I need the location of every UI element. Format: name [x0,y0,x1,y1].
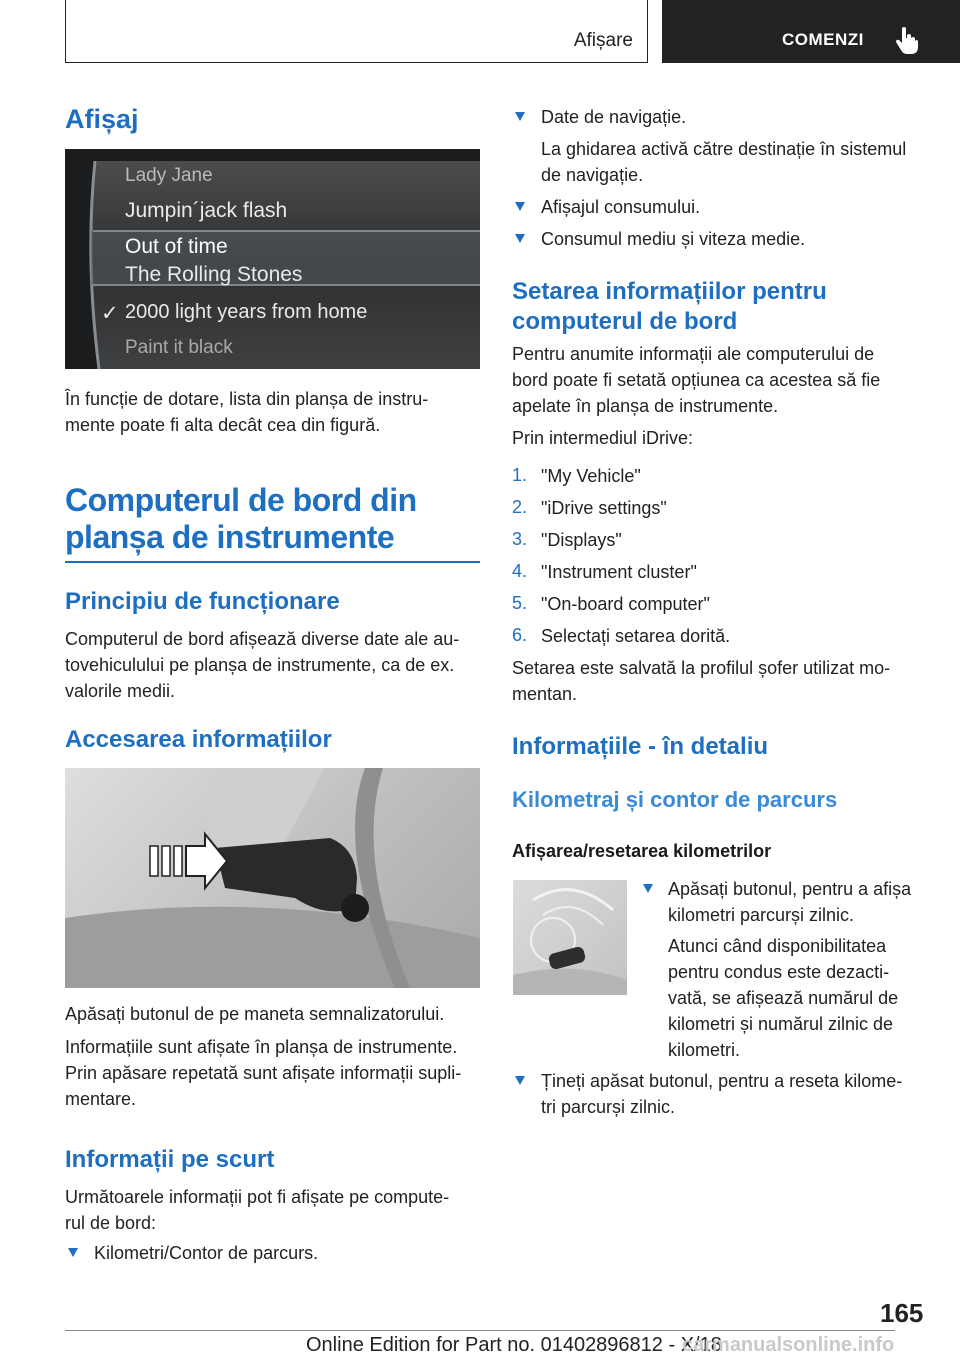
saved-text-line-2: mentan. [512,684,578,704]
reset-item-1-line-1: Apăsați butonul, pentru a afișa [668,879,912,899]
reset-item-1-sub-line-5: kilometri. [668,1040,741,1060]
display-row-4: The Rolling Stones [125,263,303,286]
header-chapter-label: COMENZI [782,30,864,49]
display-row-6: Paint it black [125,337,233,358]
footer-rule [65,1330,895,1331]
right-item-1: Date de navigație. [541,107,687,127]
chapter-title-rule [65,561,480,563]
right-item-1-sub-line-1: La ghidarea activă către destinație în sistemul [541,139,907,159]
caption-line-2: mente poate fi alta decât cea din figură. [65,415,381,435]
reset-item-1-sub-line-2: pentru condus este dezacti- [668,962,890,982]
access-text-2-line-1: Informațiile sunt afișate în planșa de instrumente. [65,1037,458,1057]
header-section-label: Afișare [573,30,633,51]
footer-watermark: carmanualsonline.info [682,1334,895,1356]
display-check-mark: ✓ [101,302,119,325]
step-number-6: 6. [512,625,528,645]
bullet-triangle-icon [515,112,525,121]
step-number-2: 2. [512,497,528,517]
display-row-3: Out of time [125,235,228,258]
bullet-triangle-icon [515,1076,525,1085]
access-text-1: Apăsați butonul de pe maneta semnalizatorului. [65,1004,445,1024]
right-item-2: Afișajul consumului. [541,197,701,217]
reset-item-2-line-1: Țineți apăsat butonul, pentru a reseta kilome- [541,1071,903,1091]
access-text-2-line-2: Prin apăsare repetată sunt afișate informații supli- [65,1063,462,1083]
short-title: Informații pe scurt [65,1146,275,1173]
access-title: Accesarea informațiilor [65,726,332,753]
odometer-button-illustration [513,880,627,995]
hand-pointer-icon [894,26,920,54]
right-item-1-sub-line-2: de navigație. [541,165,644,185]
display-row-2: Jumpin´jack flash [125,199,288,222]
step-text-2: "iDrive settings" [541,498,667,518]
saved-text-line-1: Setarea este salvată la profilul șofer utilizat mo- [512,658,891,678]
principle-line-3: valorile medii. [65,681,176,701]
setting-title-line-1: Setarea informațiilor pentru [512,278,827,305]
reset-item-2-line-2: tri parcurși zilnic. [541,1097,676,1117]
section-title-afisaj: Afișaj [65,104,139,134]
idrive-intro: Prin intermediul iDrive: [512,428,694,448]
header-chapter-tab[interactable] [662,0,960,63]
setting-title-line-2: computerul de bord [512,308,738,335]
reset-item-1-sub-line-3: vată, se afișează numărul de [668,988,899,1008]
setting-text-line-1: Pentru anumite informații ale computerului de [512,344,875,364]
chapter-title-line-1: Computerul de bord din [65,482,417,518]
step-number-5: 5. [512,593,528,613]
detail-title: Informațiile - în detaliu [512,733,769,760]
reset-title: Afișarea/resetarea kilometrilor [512,841,772,861]
step-number-4: 4. [512,561,528,581]
setting-title [512,277,827,337]
turn-signal-stalk-illustration [65,768,480,988]
odometer-title: Kilometraj și contor de parcurs [512,787,838,812]
principle-line-1: Computerul de bord afișează diverse date ale au- [65,629,460,649]
short-text-line-1: Următoarele informații pot fi afișate pe compute- [65,1187,450,1207]
short-item-1: Kilometri/Contor de parcurs. [94,1243,319,1263]
bullet-triangle-icon [68,1248,78,1257]
page-number: 165 [880,1298,924,1328]
step-text-5: "On-board computer" [541,594,710,614]
bullet-triangle-icon [515,202,525,211]
instrument-display-photo [65,149,480,369]
principle-line-2: tovehiculului pe planșa de instrumente, ca de ex. [65,655,455,675]
chapter-title-line-2: planșa de instrumente [65,519,395,555]
step-text-3: "Displays" [541,530,622,550]
display-row-1: Lady Jane [125,165,213,186]
caption-line-1: În funcție de dotare, lista din planșa de instru- [65,389,429,409]
step-number-1: 1. [512,465,528,485]
display-row-5: 2000 light years from home [125,301,368,323]
bullet-triangle-icon [515,234,525,243]
principle-title: Principiu de funcționare [65,588,340,615]
right-item-3: Consumul mediu și viteza medie. [541,229,806,249]
setting-text-line-3: apelate în planșa de instrumente. [512,396,779,416]
step-number-3: 3. [512,529,528,549]
chapter-title [65,482,480,556]
step-text-6: Selectați setarea dorită. [541,626,731,646]
footer-edition: Online Edition for Part no. 01402896812 - X/18 [306,1334,722,1356]
access-text-2-line-3: mentare. [65,1089,137,1109]
reset-item-1-sub-line-4: kilometri și numărul zilnic de [668,1014,894,1034]
turn-signal-stalk-photo [65,768,480,988]
step-text-4: "Instrument cluster" [541,562,697,582]
odometer-button-photo [513,880,627,995]
reset-item-1-line-2: kilometri parcurși zilnic. [668,905,855,925]
setting-text-line-2: bord poate fi setată opțiunea ca acestea să fie [512,370,881,390]
short-text-line-2: rul de bord: [65,1213,157,1233]
reset-item-1-sub-line-1: Atunci când disponibilitatea [668,936,887,956]
bullet-triangle-icon [643,884,653,893]
step-text-1: "My Vehicle" [541,466,641,486]
header-section-box [65,0,648,63]
